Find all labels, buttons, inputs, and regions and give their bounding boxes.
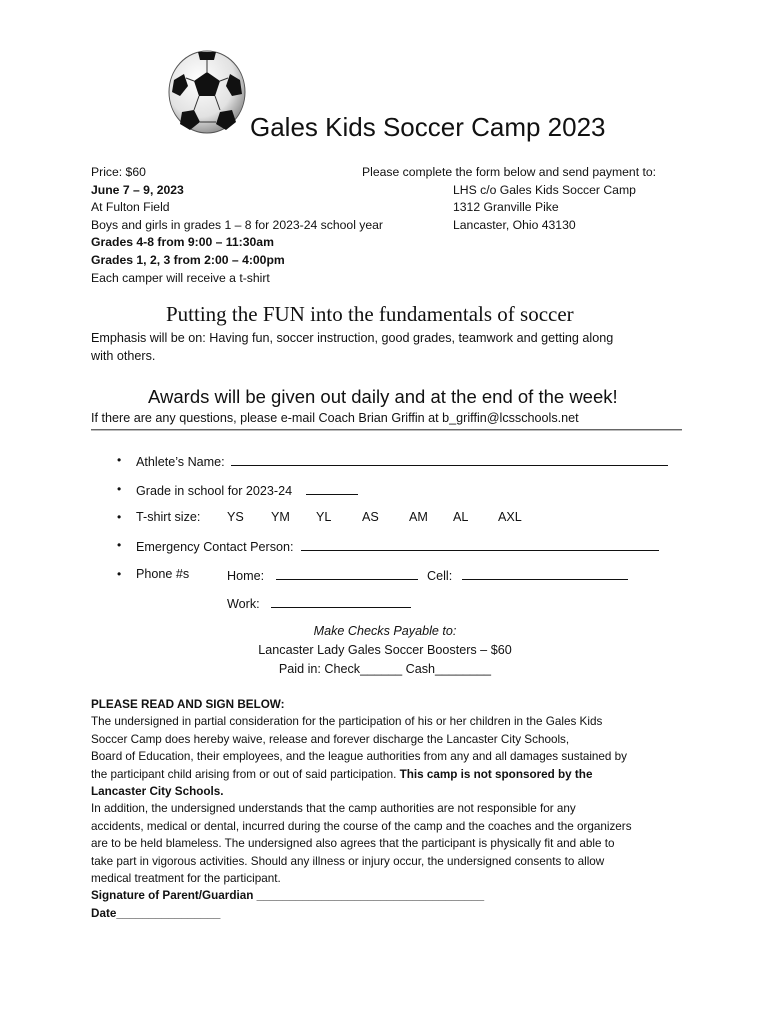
emphasis-text xyxy=(91,329,691,365)
cell-phone-label: Cell: xyxy=(427,569,453,583)
emphasis-line-2: with others. xyxy=(91,349,156,363)
tshirt-size-ys[interactable]: YS xyxy=(227,510,244,524)
cell-phone-field[interactable] xyxy=(462,567,628,580)
payee-text: Lancaster Lady Gales Soccer Boosters – $60 xyxy=(258,643,512,657)
waiver-line: take part in vigorous activities. Should any illness or injury occur, the undersigned consents to allow xyxy=(91,854,605,868)
tshirt-size-as[interactable]: AS xyxy=(362,510,379,524)
camp-dates: June 7 – 9, 2023 xyxy=(91,182,184,197)
camp-info xyxy=(91,164,383,287)
athlete-name-label: Athlete’s Name: xyxy=(136,455,225,469)
waiver-section xyxy=(91,696,691,922)
tshirt-label: T-shirt size: xyxy=(136,510,201,524)
divider xyxy=(91,429,682,431)
bullet: • xyxy=(117,567,122,581)
payment-intro: Please complete the form below and send payment to: xyxy=(362,165,657,179)
athlete-name-field[interactable] xyxy=(231,453,668,466)
session-afternoon: Grades 1, 2, 3 from 2:00 – 4:00pm xyxy=(91,252,285,267)
tshirt-size-am[interactable]: AM xyxy=(409,510,428,524)
bullet: • xyxy=(117,538,122,552)
waiver-text: the participant child arising from or out of said participation. xyxy=(91,767,400,781)
tshirt-size-axl[interactable]: AXL xyxy=(498,510,522,524)
grade-label: Grade in school for 2023-24 xyxy=(136,484,293,498)
waiver-line: Soccer Camp does hereby waive, release and forever discharge the Lancaster City Schools, xyxy=(91,732,570,746)
address-line-1: LHS c/o Gales Kids Soccer Camp xyxy=(453,182,636,197)
grade-field[interactable] xyxy=(306,482,358,495)
cell-phone-row xyxy=(427,567,628,583)
page-title: Gales Kids Soccer Camp 2023 xyxy=(250,112,606,142)
emergency-label: Emergency Contact Person: xyxy=(136,540,294,554)
address-line-3: Lancaster, Ohio 43130 xyxy=(453,217,576,232)
waiver-line: are to be held blameless. The undersigned also agrees that the participant is physically fit and able to xyxy=(91,837,615,851)
emphasis-line-1: Emphasis will be on: Having fun, soccer instruction, good grades, teamwork and getting along xyxy=(91,331,614,345)
athlete-name-row xyxy=(136,453,668,469)
payable-label: Make Checks Payable to: xyxy=(313,624,457,638)
bullet: • xyxy=(117,510,122,524)
waiver-line: accidents, medical or dental, incurred during the course of the camp and the coaches and the organizers xyxy=(91,819,632,833)
payment-address xyxy=(362,164,672,234)
tshirt-size-yl[interactable]: YL xyxy=(316,510,332,524)
waiver-line: The undersigned in partial consideration for the participation of his or her children in the Gales Kids xyxy=(91,715,603,729)
tshirt-size-al[interactable]: AL xyxy=(453,510,469,524)
phone-label: Phone #s xyxy=(136,567,190,581)
not-sponsored-text: This camp is not sponsored by the xyxy=(399,767,593,781)
price-text: Price: $60 xyxy=(91,165,146,179)
waiver-heading: PLEASE READ AND SIGN BELOW: xyxy=(91,698,285,711)
waiver-line: Board of Education, their employees, and the league authorities from any and all damages sustained by xyxy=(91,750,628,764)
signature-field[interactable]: Signature of Parent/Guardian ___________________________________ xyxy=(91,889,485,903)
home-phone-label: Home: xyxy=(227,569,265,583)
tagline: Putting the FUN into the fundamentals of soccer xyxy=(166,302,574,326)
work-phone-row xyxy=(227,595,411,611)
waiver-line: medical treatment for the participant. xyxy=(91,872,281,886)
not-sponsored-text-cont: Lancaster City Schools. xyxy=(91,785,224,799)
home-phone-row xyxy=(227,567,418,583)
work-phone-field[interactable] xyxy=(271,595,411,608)
bullet: • xyxy=(117,482,122,496)
emergency-row xyxy=(136,538,659,554)
questions-text: If there are any questions, please e-mail Coach Brian Griffin at b_griffin@lcsschools.net xyxy=(91,411,579,425)
bullet: • xyxy=(117,453,122,467)
home-phone-field[interactable] xyxy=(276,567,418,580)
camp-eligibility: Boys and girls in grades 1 – 8 for 2023-24 school year xyxy=(91,217,383,232)
session-morning: Grades 4-8 from 9:00 – 11:30am xyxy=(91,235,274,250)
tshirt-size-ym[interactable]: YM xyxy=(271,510,290,524)
waiver-line xyxy=(91,766,691,783)
paid-in-text: Paid in: Check______ Cash________ xyxy=(278,662,492,676)
waiver-line: In addition, the undersigned understands that the camp authorities are not responsible for any xyxy=(91,802,576,816)
grade-row xyxy=(136,482,358,498)
camp-location: At Fulton Field xyxy=(91,200,170,215)
soccer-ball-icon xyxy=(168,50,246,134)
tshirt-note: Each camper will receive a t-shirt xyxy=(91,270,270,285)
awards-heading: Awards will be given out daily and at the end of the week! xyxy=(148,386,618,407)
address-line-2: 1312 Granville Pike xyxy=(453,200,559,215)
date-field[interactable]: Date________________ xyxy=(91,906,221,920)
emergency-field[interactable] xyxy=(301,538,659,551)
work-phone-label: Work: xyxy=(227,597,260,611)
